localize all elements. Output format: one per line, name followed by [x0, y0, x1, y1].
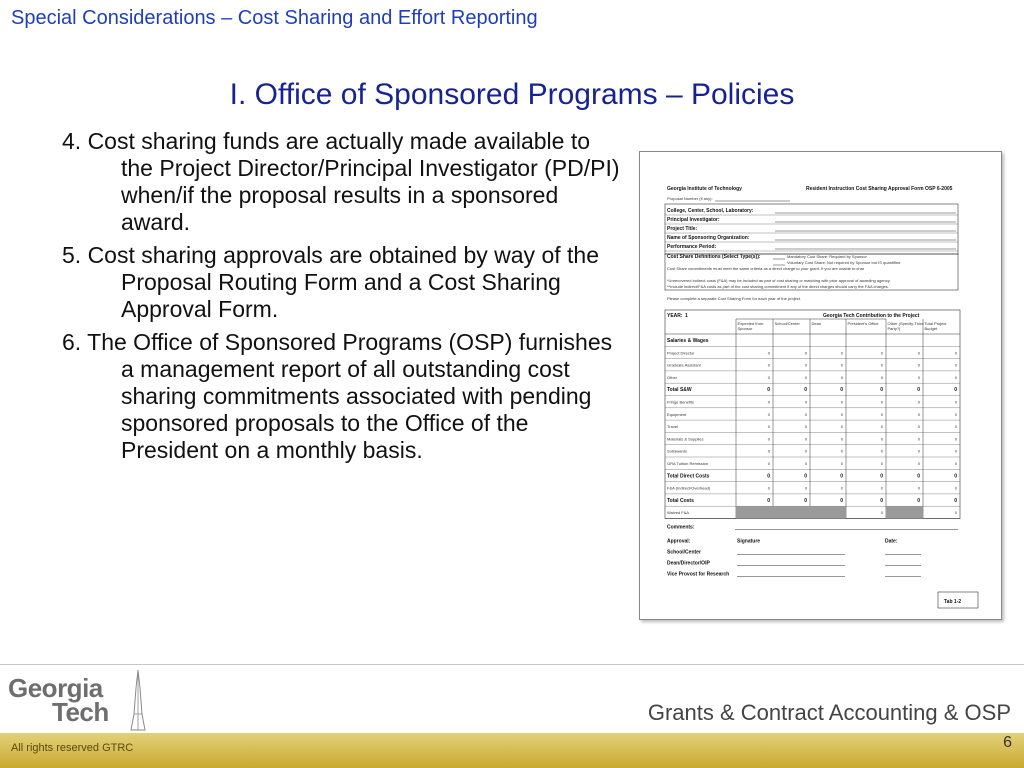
form-field-label: Principal Investigator: [667, 217, 720, 223]
policy-point-6: 6. The Office of Sponsored Programs (OSP) furnishes a management report of all outstanding cost sharing commitments associated with pending sponsored proposals to the Office of the President on a monthly basis. [62, 329, 613, 463]
table-cell-value: 0 [917, 362, 920, 368]
table-cell-value: 0 [880, 448, 883, 454]
footer-subtitle: Grants & Contract Accounting & OSP [647, 700, 1011, 725]
table-cell-value: 0 [840, 424, 843, 430]
table-cell-value: 0 [954, 485, 957, 491]
table-cell-value: 0 [917, 473, 920, 480]
cost-share-label: Cost Share Definitions (Select Type(s)): [667, 254, 761, 260]
table-cell-value: 0 [767, 350, 770, 356]
year-value: 1 [685, 313, 688, 319]
table-cell-value: 0 [880, 485, 883, 491]
table-cell-value: 0 [840, 497, 843, 504]
table-cell-value: 0 [880, 497, 883, 504]
table-cell-value: 0 [917, 411, 920, 417]
tech-tower-spire-icon [128, 668, 148, 732]
table-cell-value: 0 [917, 374, 920, 380]
table-cell-value: 0 [880, 510, 883, 516]
table-row-label: Waived F&A [667, 510, 690, 516]
waived-shaded-cell [773, 506, 810, 518]
table-cell-value: 0 [804, 411, 807, 417]
table-cell-value: 0 [917, 350, 920, 356]
table-cell-value: 0 [954, 473, 957, 480]
table-row-label: Graduate Assistant [667, 362, 701, 368]
table-cell-value: 0 [804, 424, 807, 430]
table-cell-value: 0 [880, 387, 883, 394]
form-field-label: Name of Sponsoring Organization: [667, 235, 750, 241]
table-cell-value: 0 [804, 362, 807, 368]
table-cell-value: 0 [804, 387, 807, 394]
table-row-label: Travel [667, 424, 678, 430]
mandatory-cost-share: Mandatory Cost Share: Required by Sponsor [787, 254, 867, 259]
slide-header: Special Considerations – Cost Sharing and Effort Reporting [11, 7, 538, 29]
copyright-text: All rights reserved GTRC [11, 742, 134, 754]
table-cell-value: 0 [767, 387, 770, 394]
table-cell-value: 0 [917, 399, 920, 405]
table-cell-value: 0 [804, 448, 807, 454]
table-cell-value: 0 [767, 497, 770, 504]
table-cell-value: 0 [840, 473, 843, 480]
form-note-4: Please complete a separate Cost Sharing Form for each year of the project. [667, 296, 802, 301]
table-row-label: Project Director [667, 350, 695, 356]
table-cell-value: 0 [880, 399, 883, 405]
policy-point-5: 5. Cost sharing approvals are obtained by way of the Proposal Routing Form and a Cost Sharing Approval Form. [62, 242, 599, 322]
logo-line-georgia: Georgia [8, 673, 103, 703]
table-cell-value: 0 [917, 424, 920, 430]
approval-label: Approval: [667, 538, 691, 545]
table-cell-value: 0 [840, 436, 843, 442]
table-cell-value: 0 [917, 436, 920, 442]
table-cell-value: 0 [880, 374, 883, 380]
policy-list [62, 128, 622, 470]
table-cell-value: 0 [917, 387, 920, 394]
year-label: YEAR: [667, 313, 683, 319]
table-cell-value: 0 [840, 485, 843, 491]
table-cell-value: 0 [954, 461, 957, 466]
table-cell-value: 0 [840, 448, 843, 454]
table-cell-value: 0 [804, 399, 807, 405]
form-field-label: College, Center, School, Laboratory: [667, 208, 754, 214]
table-cell-value: 0 [880, 411, 883, 417]
table-column-header: Other (Specify-Third Party?) [887, 321, 924, 331]
table-row-label: Salaries & Wages [667, 338, 709, 344]
signature-label: Signature [737, 538, 761, 545]
form-org-name: Georgia Institute of Technology [667, 186, 742, 192]
table-cell-value: 0 [804, 374, 807, 380]
table-cell-value: 0 [804, 473, 807, 480]
table-cell-value: 0 [954, 350, 957, 356]
table-cell-value: 0 [767, 374, 770, 380]
table-cell-value: 0 [954, 411, 957, 417]
table-cell-value: 0 [804, 461, 807, 466]
form-note-3: **Include indirect/F&A costs as part of the cost sharing commitment if any of the direct charges should carry the F&A charges. [667, 284, 889, 289]
table-cell-value: 0 [954, 448, 957, 454]
table-cell-value: 0 [767, 411, 770, 417]
table-row-label: Materials & Supplies [667, 436, 704, 442]
contribution-header: Georgia Tech Contribution to the Project [823, 313, 920, 319]
table-row-label: Subawards [667, 448, 688, 454]
table-cell-value: 0 [954, 362, 957, 368]
table-cell-value: 0 [804, 497, 807, 504]
voluntary-cost-share: Voluntary Cost Share: Not required by Sponsor but IS quantified [787, 260, 901, 265]
table-cell-value: 0 [840, 461, 843, 466]
table-cell-value: 0 [840, 350, 843, 356]
table-cell-value: 0 [840, 362, 843, 368]
policy-point-4: 4. Cost sharing funds are actually made available to the Project Director/Principal Investigator (PD/PI) when/if the proposal results in a sponsored award. [62, 128, 620, 235]
tab-label: Tab 1-2 [944, 599, 962, 605]
table-row-label: Total Costs [667, 497, 694, 504]
georgia-tech-logo [8, 673, 109, 727]
table-cell-value: 0 [954, 399, 957, 405]
table-cell-value: 0 [767, 461, 770, 466]
form-proposal-number: Proposal Number (if any): [667, 196, 713, 201]
footer-bar [0, 733, 1024, 768]
table-cell-value: 0 [804, 436, 807, 442]
table-cell-value: 0 [840, 399, 843, 405]
table-cell-value: 0 [767, 362, 770, 368]
table-column-header: School/Center [774, 321, 800, 326]
table-row-label: GRA Tuition Remission [667, 461, 709, 466]
table-cell-value: 0 [840, 411, 843, 417]
table-cell-value: 0 [880, 473, 883, 480]
logo-line-tech: Tech [52, 697, 109, 727]
form-field-label: Performance Period: [667, 244, 717, 250]
table-cell-value: 0 [767, 485, 770, 491]
table-column-header: President's Office [847, 321, 879, 326]
table-cell-value: 0 [880, 362, 883, 368]
waived-shaded-cell [810, 506, 846, 518]
footer-divider [0, 664, 1024, 665]
table-cell-value: 0 [767, 436, 770, 442]
table-cell-value: 0 [840, 374, 843, 380]
table-cell-value: 0 [917, 485, 920, 491]
table-cell-value: 0 [840, 387, 843, 394]
table-cell-value: 0 [917, 461, 920, 466]
table-row-label: Total S&W [667, 387, 692, 394]
table-column-header: Dean [811, 321, 822, 326]
table-row-label: Fringe Benefits [667, 399, 694, 405]
form-note-1: Cost Share commitments must meet the same criteria as a direct charge to your grant. If you are unable to char [667, 266, 865, 271]
table-cell-value: 0 [954, 374, 957, 380]
table-cell-value: 0 [954, 510, 957, 516]
table-cell-value: 0 [954, 387, 957, 394]
table-cell-value: 0 [880, 350, 883, 356]
table-cell-value: 0 [917, 497, 920, 504]
table-cell-value: 0 [767, 448, 770, 454]
table-cell-value: 0 [954, 497, 957, 504]
page-number: 6 [1003, 734, 1012, 751]
waived-shaded-cell [886, 506, 923, 518]
table-cell-value: 0 [804, 350, 807, 356]
table-cell-value: 0 [804, 485, 807, 491]
table-cell-value: 0 [954, 436, 957, 442]
approver-label: Vice Provost for Research [667, 571, 730, 578]
form-field-label: Project Title: [667, 226, 698, 232]
waived-shaded-cell [736, 506, 773, 518]
table-cell-value: 0 [767, 473, 770, 480]
form-title: Resident Instruction Cost Sharing Approval Form OSP 6-2005 [806, 186, 953, 192]
table-row-label: Other [667, 374, 678, 380]
table-cell-value: 0 [917, 448, 920, 454]
form-note-2: *Unrecovered indirect costs (F&A) may be included as part of cost sharing or matching with prior approval of awarding agency. [667, 278, 891, 283]
table-cell-value: 0 [767, 399, 770, 405]
slide-title: I. Office of Sponsored Programs – Policies [229, 78, 795, 111]
comments-label: Comments: [667, 524, 695, 531]
table-cell-value: 0 [954, 424, 957, 430]
table-cell-value: 0 [880, 424, 883, 430]
table-row-label: Equipment [667, 411, 687, 417]
table-row-label: F&A (Indirect/Overhead) [667, 485, 711, 491]
approver-label: School/Center [667, 549, 701, 556]
approver-label: Dean/Director/OIP [667, 560, 710, 567]
table-cell-value: 0 [880, 436, 883, 442]
table-column-header: Expected from Sponsor [737, 321, 764, 331]
table-cell-value: 0 [880, 461, 883, 466]
table-column-header: Total Project Budget [924, 321, 947, 331]
cost-sharing-form-image [639, 151, 1002, 620]
cost-sharing-form-drawing [640, 152, 1001, 619]
table-cell-value: 0 [767, 424, 770, 430]
date-label: Date: [885, 538, 898, 545]
table-row-label: Total Direct Costs [667, 473, 710, 480]
